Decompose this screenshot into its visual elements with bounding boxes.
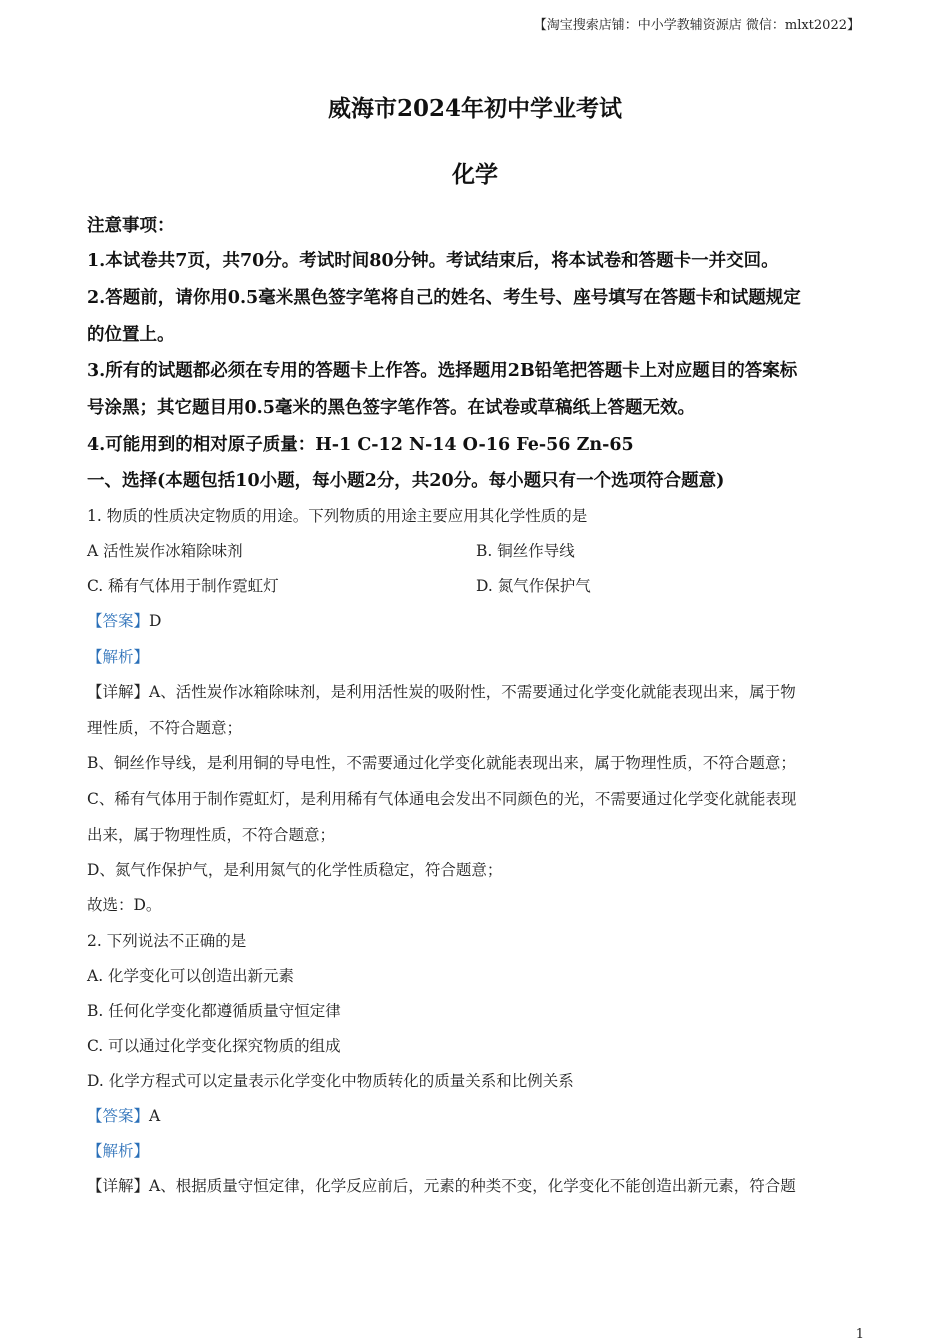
exam-title: 威海市2024年初中学业考试 (327, 95, 622, 122)
answer-tag: 【答案】 (87, 1107, 150, 1125)
notice-item-1: 1.本试卷共7页，共70分。考试时间80分钟。考试结束后，将本试卷和答题卡一并交回。 (87, 251, 779, 271)
question-1-option-a: A 活性炭作冰箱除味剂 (87, 542, 243, 560)
answer-value: D (149, 612, 162, 630)
question-2-analysis-tag: 【解析】 (87, 1142, 150, 1160)
notice-item-3: 3.所有的试题都必须在专用的答题卡上作答。选择题用2B铅笔把答题卡上对应题目的答案标 (87, 361, 798, 381)
answer-value: A (149, 1107, 161, 1125)
question-1-detail-a-cont: 理性质，不符合题意； (87, 719, 243, 737)
answer-tag: 【答案】 (87, 612, 150, 630)
question-1-detail-d: D、氮气作保护气，是利用氮气的化学性质稳定，符合题意； (87, 861, 503, 879)
question-2-answer (87, 1104, 160, 1126)
question-1-detail-c: C、稀有气体用于制作霓虹灯，是利用稀有气体通电会发出不同颜色的光，不需要通过化学变化就能表现 (87, 790, 797, 808)
question-1-conclusion: 故选：D。 (87, 896, 162, 914)
notice-item-4: 4.可能用到的相对原子质量：H-1 C-12 N-14 O-16 Fe-56 Zn-65 (87, 435, 634, 455)
header-note: 【淘宝搜索店铺：中小学教辅资源店 微信：mlxt2022】 (533, 18, 860, 33)
question-1-answer (87, 609, 161, 631)
question-2-detail-a: 【详解】A、根据质量守恒定律，化学反应前后，元素的种类不变，化学变化不能创造出新元素，符合题 (87, 1177, 796, 1195)
section-heading: 一、选择(本题包括10小题，每小题2分，共20分。每小题只有一个选项符合题意) (87, 471, 725, 491)
question-1-stem: 1. 物质的性质决定物质的用途。下列物质的用途主要应用其化学性质的是 (87, 507, 588, 525)
notice-heading: 注意事项： (87, 216, 175, 236)
question-2-stem: 2. 下列说法不正确的是 (87, 932, 247, 950)
question-2-option-c: C. 可以通过化学变化探究物质的组成 (87, 1037, 341, 1055)
notice-item-2: 2.答题前，请你用0.5毫米黑色签字笔将自己的姓名、考生号、座号填写在答题卡和试题规定 (87, 288, 801, 308)
question-1-detail-a: 【详解】A、活性炭作冰箱除味剂，是利用活性炭的吸附性，不需要通过化学变化就能表现出来，属于物 (87, 683, 796, 701)
question-2-option-a: A. 化学变化可以创造出新元素 (87, 967, 295, 985)
page-number: 1 (855, 1327, 864, 1342)
question-2-option-b: B. 任何化学变化都遵循质量守恒定律 (87, 1002, 341, 1020)
question-1-option-c: C. 稀有气体用于制作霓虹灯 (87, 577, 279, 595)
question-1-detail-b: B、铜丝作导线，是利用铜的导电性，不需要通过化学变化就能表现出来，属于物理性质，不符合题意； (87, 754, 796, 772)
question-1-detail-c-cont: 出来，属于物理性质，不符合题意； (87, 826, 336, 844)
notice-item-2-cont: 的位置上。 (87, 325, 175, 345)
question-2-option-d: D. 化学方程式可以定量表示化学变化中物质转化的质量关系和比例关系 (87, 1072, 574, 1090)
notice-item-3-cont: 号涂黑；其它题目用0.5毫米的黑色签字笔作答。在试卷或草稿纸上答题无效。 (87, 398, 695, 418)
question-1-option-b: B. 铜丝作导线 (476, 542, 575, 560)
subject-title: 化学 (452, 161, 498, 188)
question-1-analysis-tag: 【解析】 (87, 648, 150, 666)
question-1-option-d: D. 氮气作保护气 (476, 577, 591, 595)
